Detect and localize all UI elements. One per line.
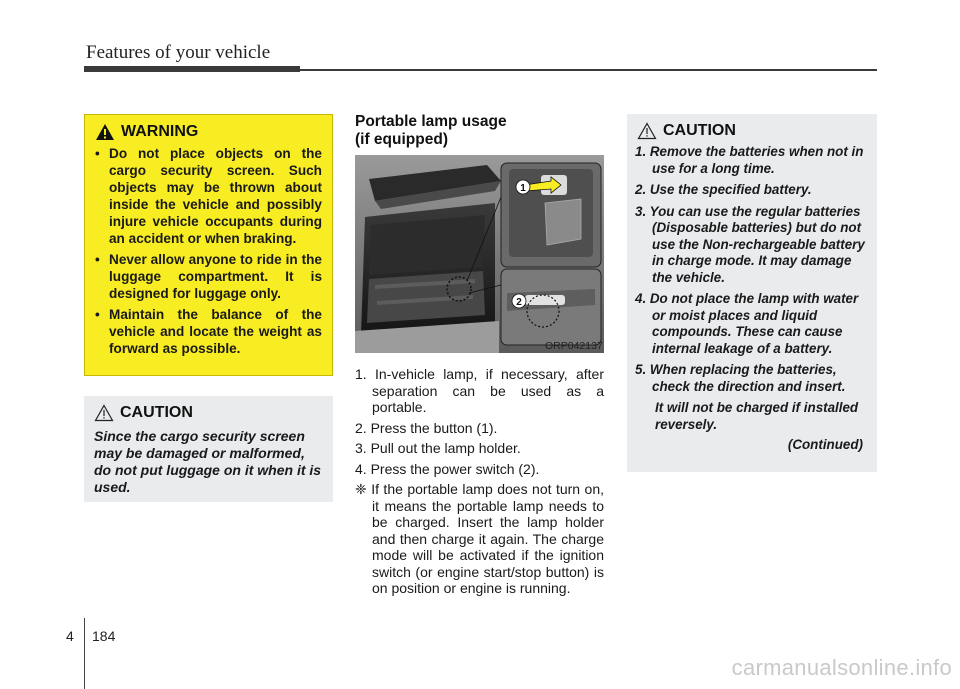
caution-item: 5. When replacing the batteries, check the direction and insert. (635, 362, 846, 394)
caution-item: 2. Use the specified battery. (635, 182, 812, 197)
step-item: 4. Press the power switch (2). (355, 460, 540, 477)
caution-right-title: CAUTION (663, 122, 736, 139)
caution-right-header (637, 122, 867, 140)
caution-item: 4. Do not place the lamp with water or moist places and liquid compounds. These can cause internal leakage of a battery. (635, 291, 859, 356)
caution-note: It will not be charged if installed reversely. (655, 400, 859, 432)
chapter-number: 4 (66, 628, 74, 644)
page-header-title: Features of your vehicle (86, 42, 271, 63)
caution-left-text: Since the cargo security screen may be damaged or malformed, do not put luggage on it when it is used. (94, 428, 322, 495)
section-title (355, 113, 507, 149)
section-title-line2: (if equipped) (355, 131, 448, 148)
image-code: ORP042137 (545, 340, 603, 352)
caution-icon (94, 404, 114, 422)
warning-header (95, 123, 322, 141)
warning-item: • Maintain the balance of the vehicle and locate the weight as forward as possible. (93, 306, 322, 357)
step-item: 3. Pull out the lamp holder. (355, 440, 521, 456)
caution-icon (637, 122, 657, 140)
section-title-line1: Portable lamp usage (355, 113, 507, 130)
step-item: 2. Press the button (1). (355, 419, 498, 436)
callout-1: 1 (520, 183, 526, 194)
instruction-steps (355, 366, 604, 601)
warning-item: • Do not place objects on the cargo security screen. Such objects may be thrown about inside the vehicle and possibly injure vehicle occupants during an accident or when braking. (93, 145, 322, 247)
watermark: carmanualsonline.info (731, 655, 952, 680)
header-rule-thick (84, 66, 300, 72)
step-note: ❈ If the portable lamp does not turn on, it means the portable lamp needs to be charged. Insert the lamp holder and then charge it again. The charge mode will be activated if the ignition switch (or engine start/stop button) is on position or engine is running. (355, 481, 604, 596)
caution-item: 1. Remove the batteries when not in use for a long time. (635, 144, 864, 176)
warning-item: • Never allow anyone to ride in the luggage compartment. It is designed for luggage only. (93, 251, 322, 302)
header-rule-thin (300, 69, 877, 71)
continued-label: (Continued) (787, 437, 863, 452)
step-item: 1. In-vehicle lamp, if necessary, after separation can be used as a portable. (355, 366, 604, 415)
caution-right-list (635, 144, 867, 395)
page-number: 184 (92, 628, 116, 644)
caution-item: 3. You can use the regular batteries (Disposable batteries) but do not use the Non-rechargeable battery in charge mode. It may damage the vehicle. (635, 203, 865, 285)
caution-box-left (84, 396, 333, 502)
warning-box (84, 114, 333, 376)
warning-icon (95, 123, 115, 141)
callout-2: 2 (516, 297, 522, 308)
cargo-lamp-illustration (355, 155, 604, 353)
caution-box-right (627, 114, 877, 472)
warning-title: WARNING (121, 123, 199, 140)
caution-left-header (94, 404, 323, 422)
footer-divider (84, 618, 85, 689)
warning-list (93, 145, 322, 357)
caution-left-title: CAUTION (120, 404, 193, 421)
